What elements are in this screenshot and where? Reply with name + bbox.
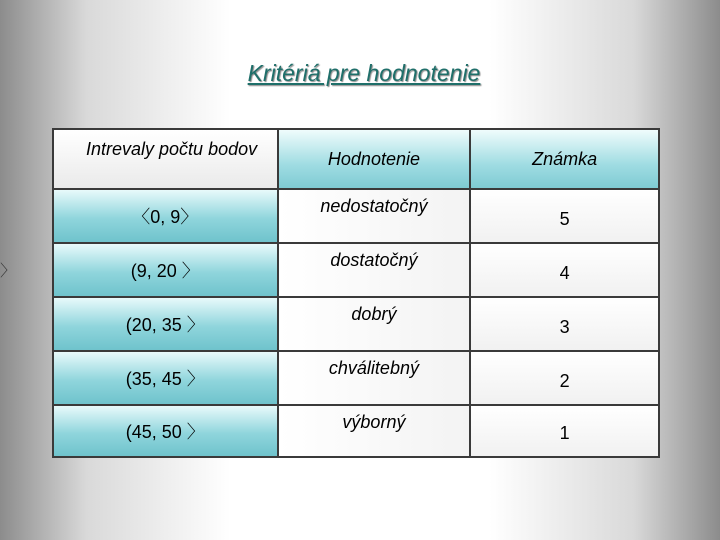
interval-cell: (35, 45 〉 <box>53 351 278 405</box>
table-row <box>53 297 659 351</box>
slide-title: Kritériá pre hodnotenie <box>247 60 481 86</box>
rating-cell: chválitebný <box>278 351 471 405</box>
interval-cell: (20, 35 〉 <box>53 297 278 351</box>
table-header-row <box>53 129 659 189</box>
table-row <box>53 243 659 297</box>
rating-cell: výborný <box>278 405 471 457</box>
rating-cell: dobrý <box>278 297 471 351</box>
interval-cell: (45, 50 〉 <box>53 405 278 457</box>
grade-cell: 4 <box>470 243 659 297</box>
side-bracket-mark: 〉 <box>0 263 17 280</box>
table-row <box>53 351 659 405</box>
interval-cell: 〈0, 9〉 <box>53 189 278 243</box>
grade-cell: 5 <box>470 189 659 243</box>
grade-cell: 2 <box>470 351 659 405</box>
header-grade: Známka <box>470 129 659 189</box>
table-row <box>53 405 659 457</box>
table-row <box>53 189 659 243</box>
grade-cell: 3 <box>470 297 659 351</box>
rating-cell: nedostatočný <box>278 189 471 243</box>
header-rating: Hodnotenie <box>278 129 471 189</box>
grading-table <box>52 128 660 458</box>
interval-cell: (9, 20 〉 <box>53 243 278 297</box>
rating-cell: dostatočný <box>278 243 471 297</box>
grade-cell: 1 <box>470 405 659 457</box>
header-intervals: Intrevaly počtu bodov <box>53 129 278 189</box>
